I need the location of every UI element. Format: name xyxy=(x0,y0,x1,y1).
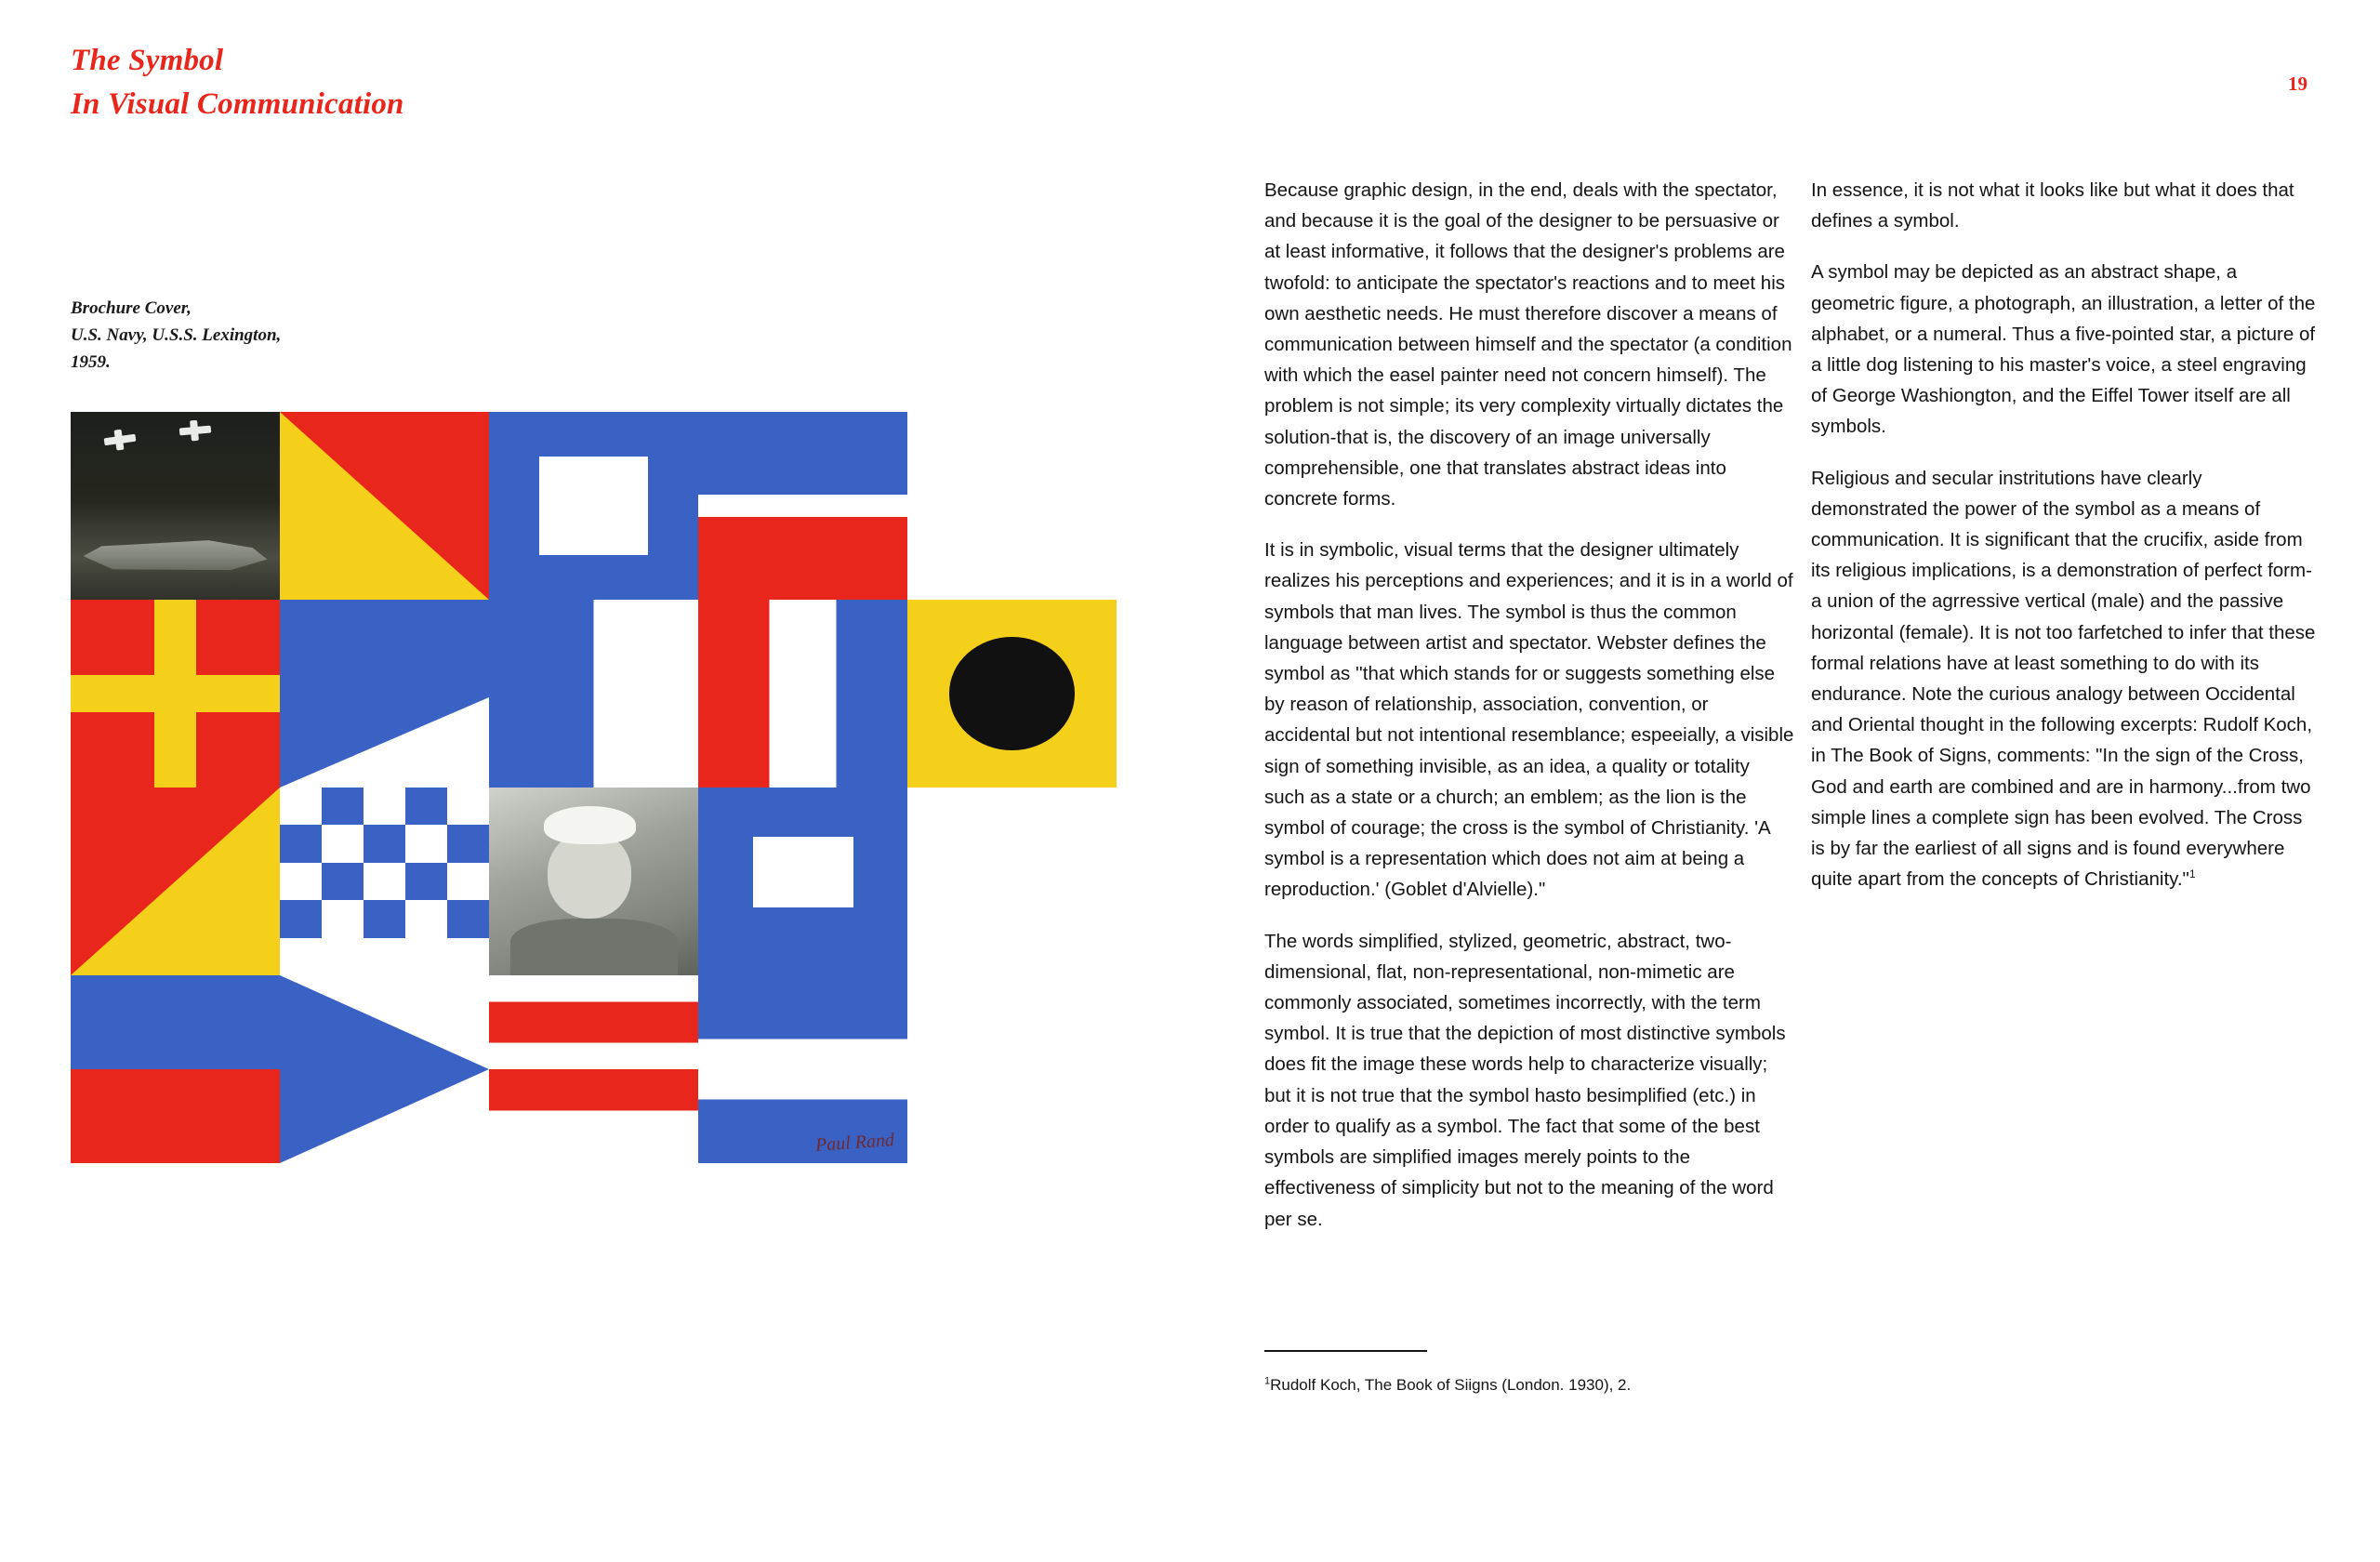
photo-aircraft-carrier xyxy=(71,412,280,600)
flag-red-white-stripes xyxy=(489,975,698,1163)
page-number: 19 xyxy=(2288,73,2307,95)
flag-blue-white-red-bands xyxy=(698,412,907,600)
photo-sailor-portrait xyxy=(489,788,698,975)
sailor-face-shape xyxy=(548,832,631,919)
artwork-margin-5 xyxy=(907,1163,1117,1351)
flag-blue-white-box xyxy=(698,788,907,975)
footnote-text: Rudolf Koch, The Book of Siigns (London. 1930), 2. xyxy=(1270,1376,1632,1394)
body-column-left xyxy=(1264,175,1794,1235)
artwork-margin-1 xyxy=(71,1163,280,1351)
flag-blue-red-halves xyxy=(71,975,280,1163)
page-title xyxy=(71,39,721,126)
body-column-right xyxy=(1811,175,2318,894)
flag-blank-white-1 xyxy=(907,412,1117,600)
page-title-line-1: The Symbol xyxy=(71,44,224,77)
caption-line-3: 1959. xyxy=(71,351,111,372)
airplane-icon xyxy=(104,434,137,446)
sailor-uniform-shape xyxy=(510,919,678,975)
flag-blue-white-square xyxy=(489,412,698,600)
paragraph-text: Religious and secular instritutions have clearly demonstrated the power of the symbol as a means of communication. It is significant that the crucifix, aside from its religious implications, is a demonstration of perfect form-a union of the agrressive vertical (male) and the passive horizontal (female). It is not too farfetched to infer that these formal relations have at least something to do with its endurance. Note the curious analogy between Occidental and Oriental thought in the following excerpts: Rudolf Koch, in The Book of Signs, comments: "In the sign of the Cross, God and earth are combined and are in harmony...from two simple lines a complete sign has been evolved. The Cross is by far the earliest of all signs and is found everywhere quite apart from the concepts of Christianity." xyxy=(1811,467,2316,891)
flag-blue-white-checker xyxy=(280,788,489,975)
paragraph: In essence, it is not what it looks like but what it does that defines a symbol. xyxy=(1811,179,2294,232)
aircraft-carrier-shape xyxy=(84,532,268,573)
flag-blue-white-vertical xyxy=(489,600,698,788)
flag-red-yellow-cross xyxy=(71,600,280,788)
paragraph: Because graphic design, in the end, deals with the spectator, and because it is the goal of the designer to be persuasive or at least informative, it follows that the designer's problems are twofold: to anticipate the spectator's reactions and to meet his own aesthetic needs. He must therefore discover a means of communication between himself and the spectator (a condition with which the easel painter need not concern himself). The problem is not simple; its very complexity virtually dictates the solution-that is, the discovery of an image universally comprehensible, one that translates abstract ideas into concrete forms. xyxy=(1264,179,1792,510)
flag-yellow-red-diagonal xyxy=(280,412,489,600)
footnote xyxy=(1264,1374,1794,1397)
flag-red-white-blue-vertical xyxy=(698,600,907,788)
flag-blue-white-blue xyxy=(698,975,907,1163)
navy-signal-flag-collage xyxy=(71,412,1117,1351)
artwork-margin-4 xyxy=(698,1163,907,1351)
artwork-margin-3 xyxy=(489,1163,698,1351)
artist-signature: Paul Rand xyxy=(814,1130,895,1156)
paragraph: The words simplified, stylized, geometric, abstract, two-dimensional, flat, non-representational, non-mimetic are commonly associated, sometimes incorrectly, with the term symbol. It is true that the depiction of most distinctive symbols does fit the image these words help to characterize visually; but it is not true that the symbol hasto besimplified (etc.) in order to qualify as a symbol. The fact that some of the best symbols are simplified images merely points to the effectiveness of simplicity but not to the meaning of the word per se. xyxy=(1264,930,1786,1230)
paragraph: It is in symbolic, visual terms that the designer ultimately realizes his perceptions and experiences; and it is in a world of symbols that man lives. The symbol is thus the common language between artist and spectator. Webster defines the symbol as ''that which stands for or suggests something else by reason of relationship, association, convention, or accidental but not intentional resemblance; espeeially, a visible sign of something invisible, as an idea, a quality or totality such as a state or a church; an emblem; as the lion is the symbol of courage; the cross is the symbol of Christianity. 'A symbol is a representation which does not aim at being a reproduction.' (Goblet d'Alvielle)." xyxy=(1264,539,1794,901)
caption-line-1: Brochure Cover, xyxy=(71,298,192,318)
flag-blank-white-2 xyxy=(907,788,1117,975)
flag-white-blue-triangle xyxy=(280,975,489,1163)
flag-yellow-black-dot xyxy=(907,600,1117,788)
airplane-icon xyxy=(179,426,212,436)
footnote-reference-marker: 1 xyxy=(2188,867,2196,881)
figure-caption xyxy=(71,296,405,377)
flag-blank-white-3 xyxy=(907,975,1117,1163)
paragraph: A symbol may be depicted as an abstract shape, a geometric figure, a photograph, an illustration, a letter of the alphabet, or a numeral. Thus a five-pointed star, a picture of a little dog listening to his master's voice, a steel engraving of George Washiongton, and the Eiffel Tower itself are all symbols. xyxy=(1811,261,2316,438)
flag-white-blue-diagonal xyxy=(280,600,489,788)
caption-line-2: U.S. Navy, U.S.S. Lexington, xyxy=(71,324,282,345)
artwork-margin-2 xyxy=(280,1163,489,1351)
sailor-hat-shape xyxy=(544,806,636,843)
page-title-line-2: In Visual Communication xyxy=(71,86,404,121)
paragraph xyxy=(1811,463,2318,895)
footnote-divider xyxy=(1264,1350,1427,1352)
footnote-marker: 1 xyxy=(1264,1375,1271,1387)
flag-yellow-red-diagonal-2 xyxy=(71,788,280,975)
